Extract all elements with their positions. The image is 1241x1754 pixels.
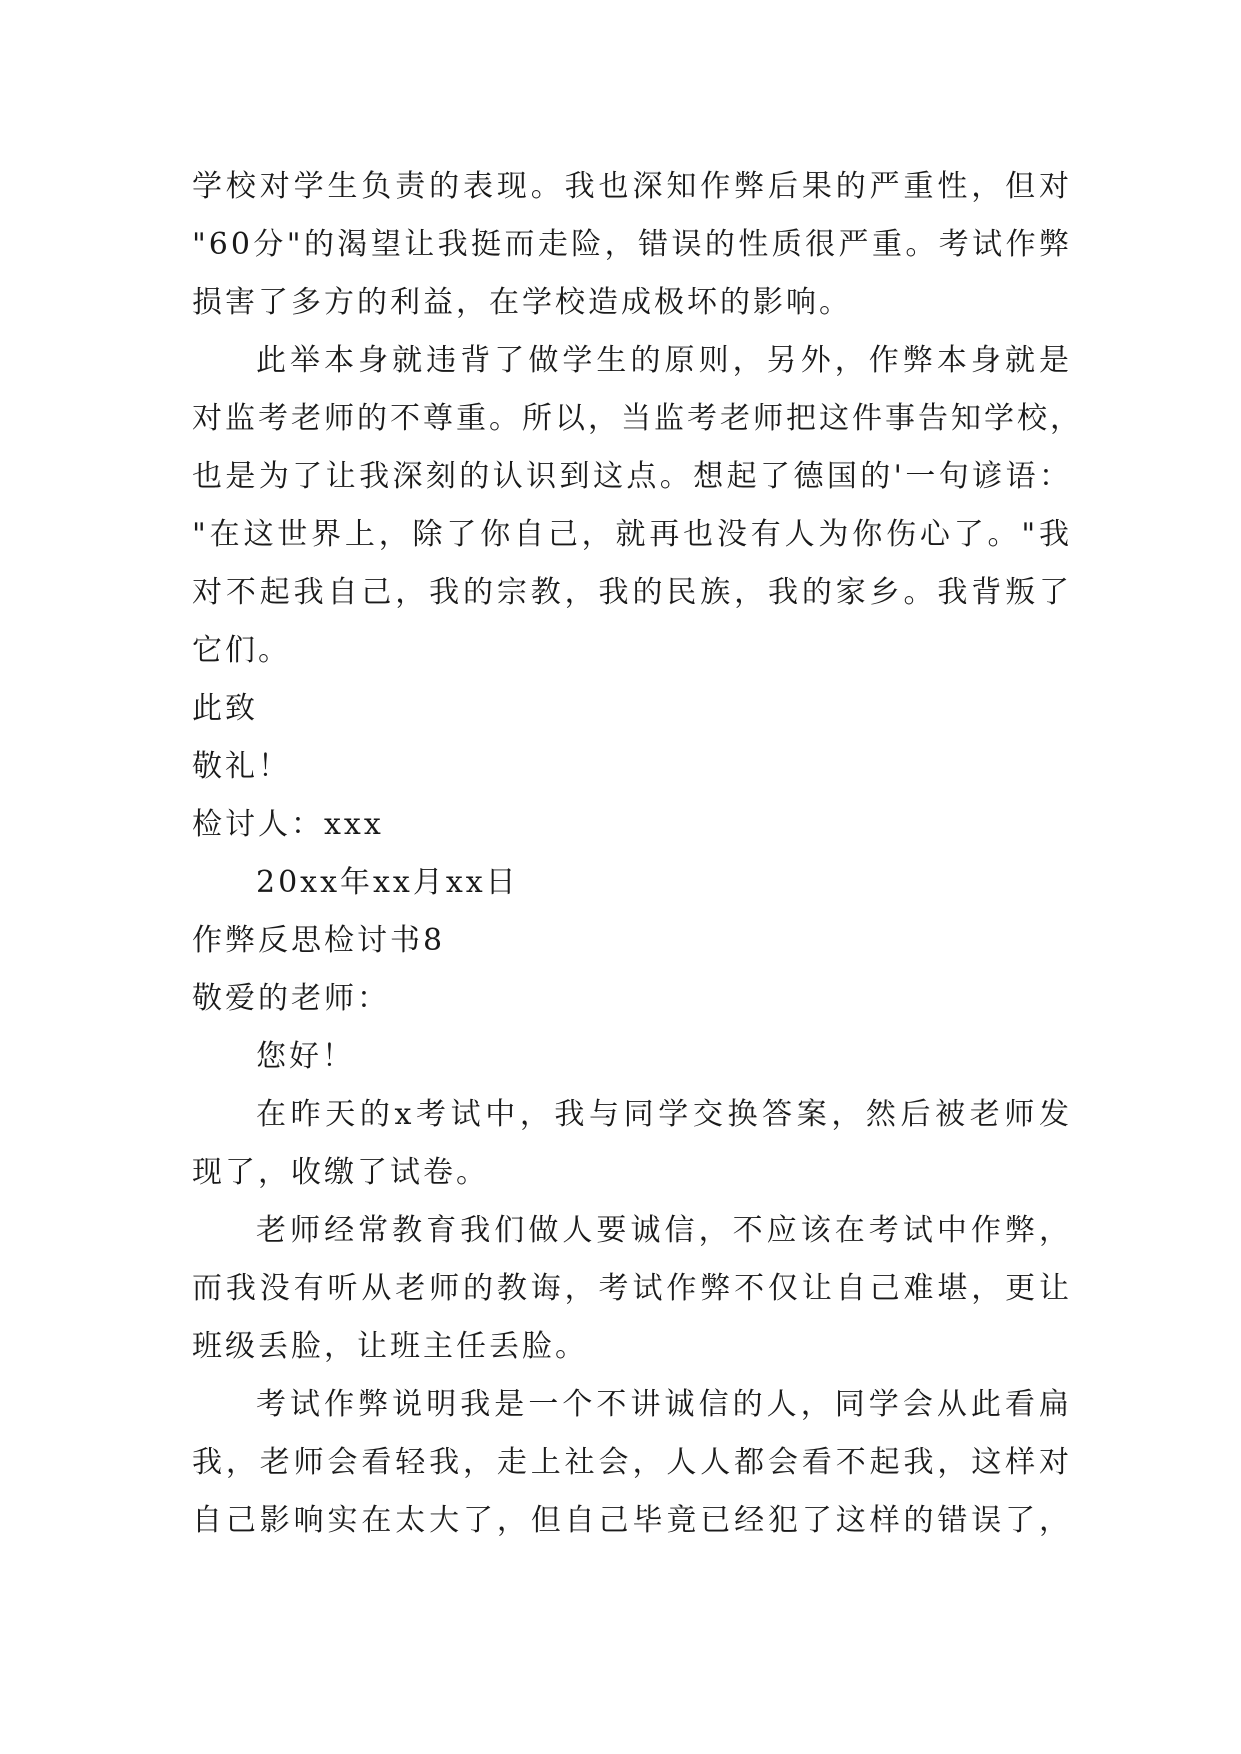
text-line: "在这世界上，除了你自己，就再也没有人为你伤心了。"我 [192,517,1072,552]
text-line: 损害了多方的利益，在学校造成极坏的影响。 [192,285,852,320]
text-line: 自己影响实在太大了，但自己毕竟已经犯了这样的错误了， [192,1503,1072,1538]
section-title: 作弊反思检讨书8 [192,923,446,958]
text-line: 在昨天的x考试中，我与同学交换答案，然后被老师发 [256,1097,1072,1132]
closing-regards: 敬礼！ [192,749,291,784]
greeting: 敬爱的老师： [192,981,390,1016]
text-line: "60分"的渴望让我挺而走险，错误的性质很严重。考试作弊 [192,227,1072,262]
greeting-hello: 您好！ [256,1039,355,1074]
closing-salutation: 此致 [192,691,258,726]
text-line: 它们。 [192,633,291,668]
signature-date: 20xx年xx月xx日 [256,865,519,900]
text-line: 而我没有听从老师的教诲，考试作弊不仅让自己难堪，更让 [192,1271,1072,1306]
text-line: 老师经常教育我们做人要诚信，不应该在考试中作弊， [256,1213,1072,1248]
text-line: 对监考老师的不尊重。所以，当监考老师把这件事告知学校， [192,401,1083,436]
text-line: 考试作弊说明我是一个不讲诚信的人，同学会从此看扁 [256,1387,1072,1422]
document-page [192,158,1083,1550]
text-line: 我，老师会看轻我，走上社会，人人都会看不起我，这样对 [192,1445,1072,1480]
text-line: 班级丢脸，让班主任丢脸。 [192,1329,588,1364]
text-line: 此举本身就违背了做学生的原则，另外，作弊本身就是 [256,343,1072,378]
text-line: 对不起我自己，我的宗教，我的民族，我的家乡。我背叛了 [192,575,1072,610]
text-line: 也是为了让我深刻的认识到这点。想起了德国的'一句谚语： [192,459,1072,494]
text-line: 学校对学生负责的表现。我也深知作弊后果的严重性，但对 [192,169,1072,204]
text-line: 现了，收缴了试卷。 [192,1155,489,1190]
signature-name: 检讨人：xxx [192,807,384,842]
